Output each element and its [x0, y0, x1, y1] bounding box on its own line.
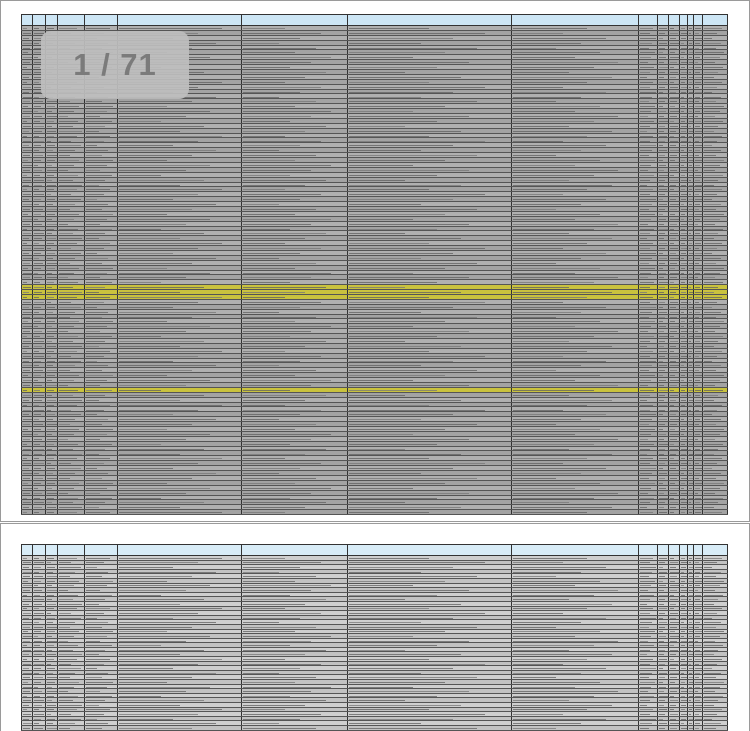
table-cell: [668, 510, 679, 515]
column-header: [694, 545, 703, 556]
column-header: [22, 15, 33, 26]
column-header: [57, 545, 85, 556]
table-cell: [45, 510, 57, 515]
column-header: [703, 15, 728, 26]
column-header: [118, 545, 242, 556]
table-header-row: [22, 15, 728, 26]
column-header: [638, 545, 657, 556]
table-cell: [638, 510, 657, 515]
table-cell: [703, 510, 728, 515]
table-cell: [679, 510, 687, 515]
page-2: [0, 523, 750, 731]
column-header: [45, 545, 57, 556]
column-header: [679, 545, 687, 556]
column-header: [679, 15, 687, 26]
column-header: [348, 545, 512, 556]
column-header: [241, 545, 347, 556]
column-header: [703, 545, 728, 556]
table-cell: [658, 510, 668, 515]
column-header: [638, 15, 657, 26]
column-header: [85, 545, 118, 556]
table-cell: [512, 510, 639, 515]
table-cell: [348, 510, 512, 515]
page-counter: 1 / 71: [41, 31, 189, 99]
column-header: [57, 15, 85, 26]
table-cell: [241, 510, 347, 515]
table-cell: [22, 510, 33, 515]
column-header: [512, 15, 639, 26]
column-header: [668, 545, 679, 556]
column-header: [45, 15, 57, 26]
column-header: [658, 15, 668, 26]
table-row: [22, 510, 728, 515]
column-header: [33, 15, 45, 26]
table-cell: [118, 510, 242, 515]
column-header: [241, 15, 347, 26]
column-header: [118, 15, 242, 26]
table-header-row: [22, 545, 728, 556]
column-header: [85, 15, 118, 26]
table-cell: [33, 510, 45, 515]
column-header: [22, 545, 33, 556]
column-header: [348, 15, 512, 26]
data-table: [21, 544, 728, 731]
column-header: [668, 15, 679, 26]
table-cell: [85, 510, 118, 515]
column-header: [33, 545, 45, 556]
column-header: [512, 545, 639, 556]
column-header: [658, 545, 668, 556]
table-cell: [57, 510, 85, 515]
column-header: [694, 15, 703, 26]
table-cell: [694, 510, 703, 515]
spreadsheet-page: [21, 539, 728, 731]
